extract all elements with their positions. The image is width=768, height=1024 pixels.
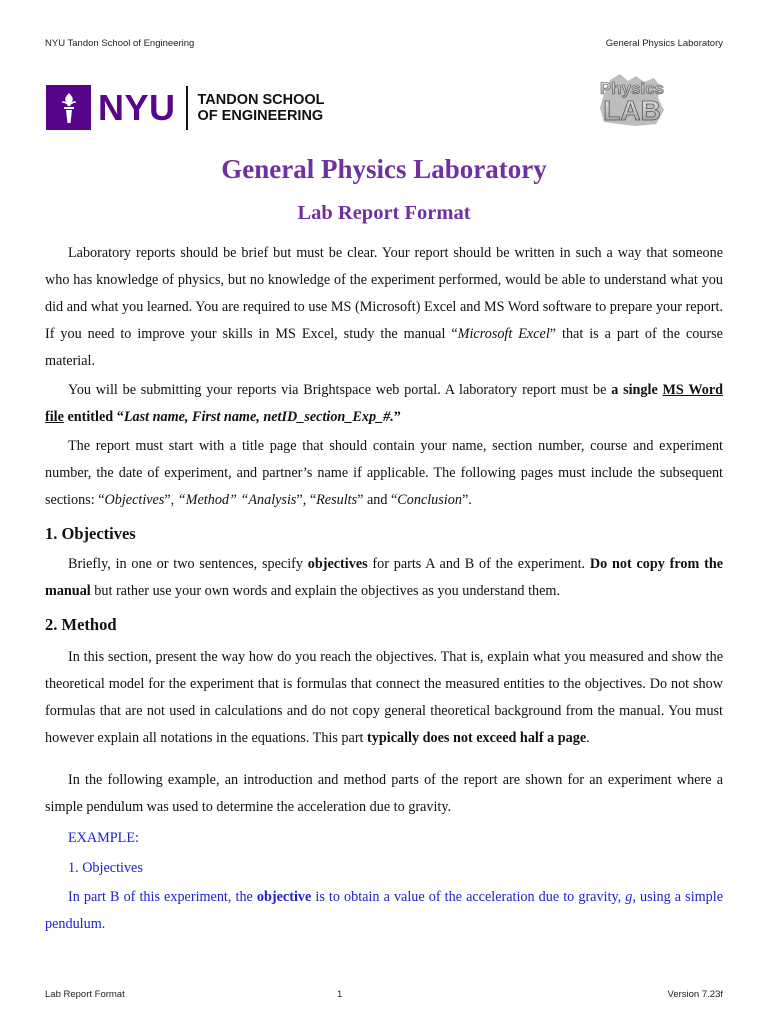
physics-lab-line2: LAB xyxy=(603,95,661,126)
school-name-line2: OF ENGINEERING xyxy=(197,107,324,124)
example-text-2: is to obtain a value of the acceleration due to gravity, xyxy=(311,889,626,905)
nyu-torch-icon xyxy=(46,85,91,130)
example-text-1: In part B of this experiment, the xyxy=(68,889,257,905)
school-name-line1: TANDON SCHOOL xyxy=(197,91,325,108)
objectives-text-3: but rather use your own words and explain the objectives as you understand them. xyxy=(90,583,560,599)
section-heading-objectives: 1. Objectives xyxy=(45,524,136,543)
nyu-tandon-logo xyxy=(46,85,325,130)
intro-paragraph-1 xyxy=(45,240,723,375)
intro-p3-conclusion: Conclusion xyxy=(397,492,462,508)
nyu-wordmark: NYU xyxy=(98,87,176,128)
method-paragraph-1 xyxy=(45,644,723,752)
intro-p3-text-d: ” and “ xyxy=(357,492,398,508)
intro-paragraph-2 xyxy=(45,377,723,431)
intro-p3-method-analysis: “Method” “Analysis xyxy=(177,492,297,508)
example-paragraph xyxy=(45,884,723,938)
intro-p2-bold3: ” xyxy=(393,409,401,425)
example-italic-g: g xyxy=(625,889,633,905)
intro-p3-text-e: ”. xyxy=(461,492,472,508)
objectives-bold-2: Do not copy from the manual xyxy=(45,556,724,599)
method-bold-1: typically does not exceed half a page xyxy=(367,730,587,746)
method-text-2: . xyxy=(586,730,590,746)
physics-lab-line1: Physics xyxy=(599,79,665,98)
intro-p3-results: Results xyxy=(316,492,358,508)
example-heading: EXAMPLE: xyxy=(68,830,139,846)
method-text-1: In this section, present the way how do you reach the objectives. That is, explain what you measured and show the theoretical model for the experiment that is formulas that connect the measured entities to the objectives. Do not show formulas that are not used in calculations and do not copy general theoretical background from the manual. You must however explain all notations in the equations. This part xyxy=(45,649,723,746)
example-item-objectives: 1. Objectives xyxy=(68,860,143,876)
physics-lab-logo xyxy=(592,72,672,128)
intro-p1-italic: Microsoft Excel xyxy=(457,326,550,342)
method-paragraph-2: In the following example, an introduction and method parts of the report are shown for an experiment where a simple pendulum was used to determine the acceleration due to gravity. xyxy=(45,772,723,815)
intro-paragraph-3 xyxy=(45,433,723,514)
school-name xyxy=(198,92,325,124)
header-left: NYU Tandon School of Engineering xyxy=(45,38,195,49)
intro-p3-objectives: Objectives xyxy=(104,492,165,508)
intro-p2-filename: Last name, First name, netID_section_Exp_#. xyxy=(123,409,394,425)
intro-p3-text-b: ”, xyxy=(164,492,178,508)
objectives-bold-1: objectives xyxy=(307,556,368,572)
footer-page-number: 1 xyxy=(337,989,343,1000)
header-right: General Physics Laboratory xyxy=(605,38,723,49)
page-title: General Physics Laboratory xyxy=(221,154,547,184)
footer-version: Version 7.23f xyxy=(667,989,723,1000)
objectives-text-1: Briefly, in one or two sentences, specify xyxy=(68,556,308,572)
page-subtitle: Lab Report Format xyxy=(297,202,471,224)
intro-p2-bold2: entitled “ xyxy=(63,409,124,425)
logo-divider xyxy=(186,86,188,130)
intro-p2-bold1: a single xyxy=(611,382,663,398)
intro-p2-filetype: MS Word file xyxy=(45,382,724,425)
objectives-text-2: for parts A and B of the experiment. xyxy=(367,556,590,572)
intro-p1-text-a: Laboratory reports should be brief but must be clear. Your report should be written in such a way that someone who has knowledge of physics, but no knowledge of the experiment performed, would be able to understand what you did and what you learned. You are required to use MS (Microsoft) Excel and MS Word software to prepare your report. If you need to improve your skills in MS Excel, study the manual “ xyxy=(45,245,723,342)
document-body xyxy=(45,240,723,938)
example-text-3: , using a simple pendulum. xyxy=(45,889,724,932)
intro-p2-text-a: You will be submitting your reports via Brightspace web portal. A laboratory report must be xyxy=(68,382,612,398)
example-bold-1: objective xyxy=(256,889,312,905)
objectives-paragraph xyxy=(45,551,723,605)
intro-p1-text-b: ” that is a part of the course material. xyxy=(45,326,723,369)
footer-left: Lab Report Format xyxy=(45,989,125,1000)
intro-p3-text-c: ”, “ xyxy=(296,492,317,508)
section-heading-method: 2. Method xyxy=(45,615,117,634)
intro-p3-text-a: The report must start with a title page that should contain your name, section number, course and experiment number, the date of experiment, and partner’s name if applicable. The following pages must include the subsequent sections: “ xyxy=(45,438,723,508)
